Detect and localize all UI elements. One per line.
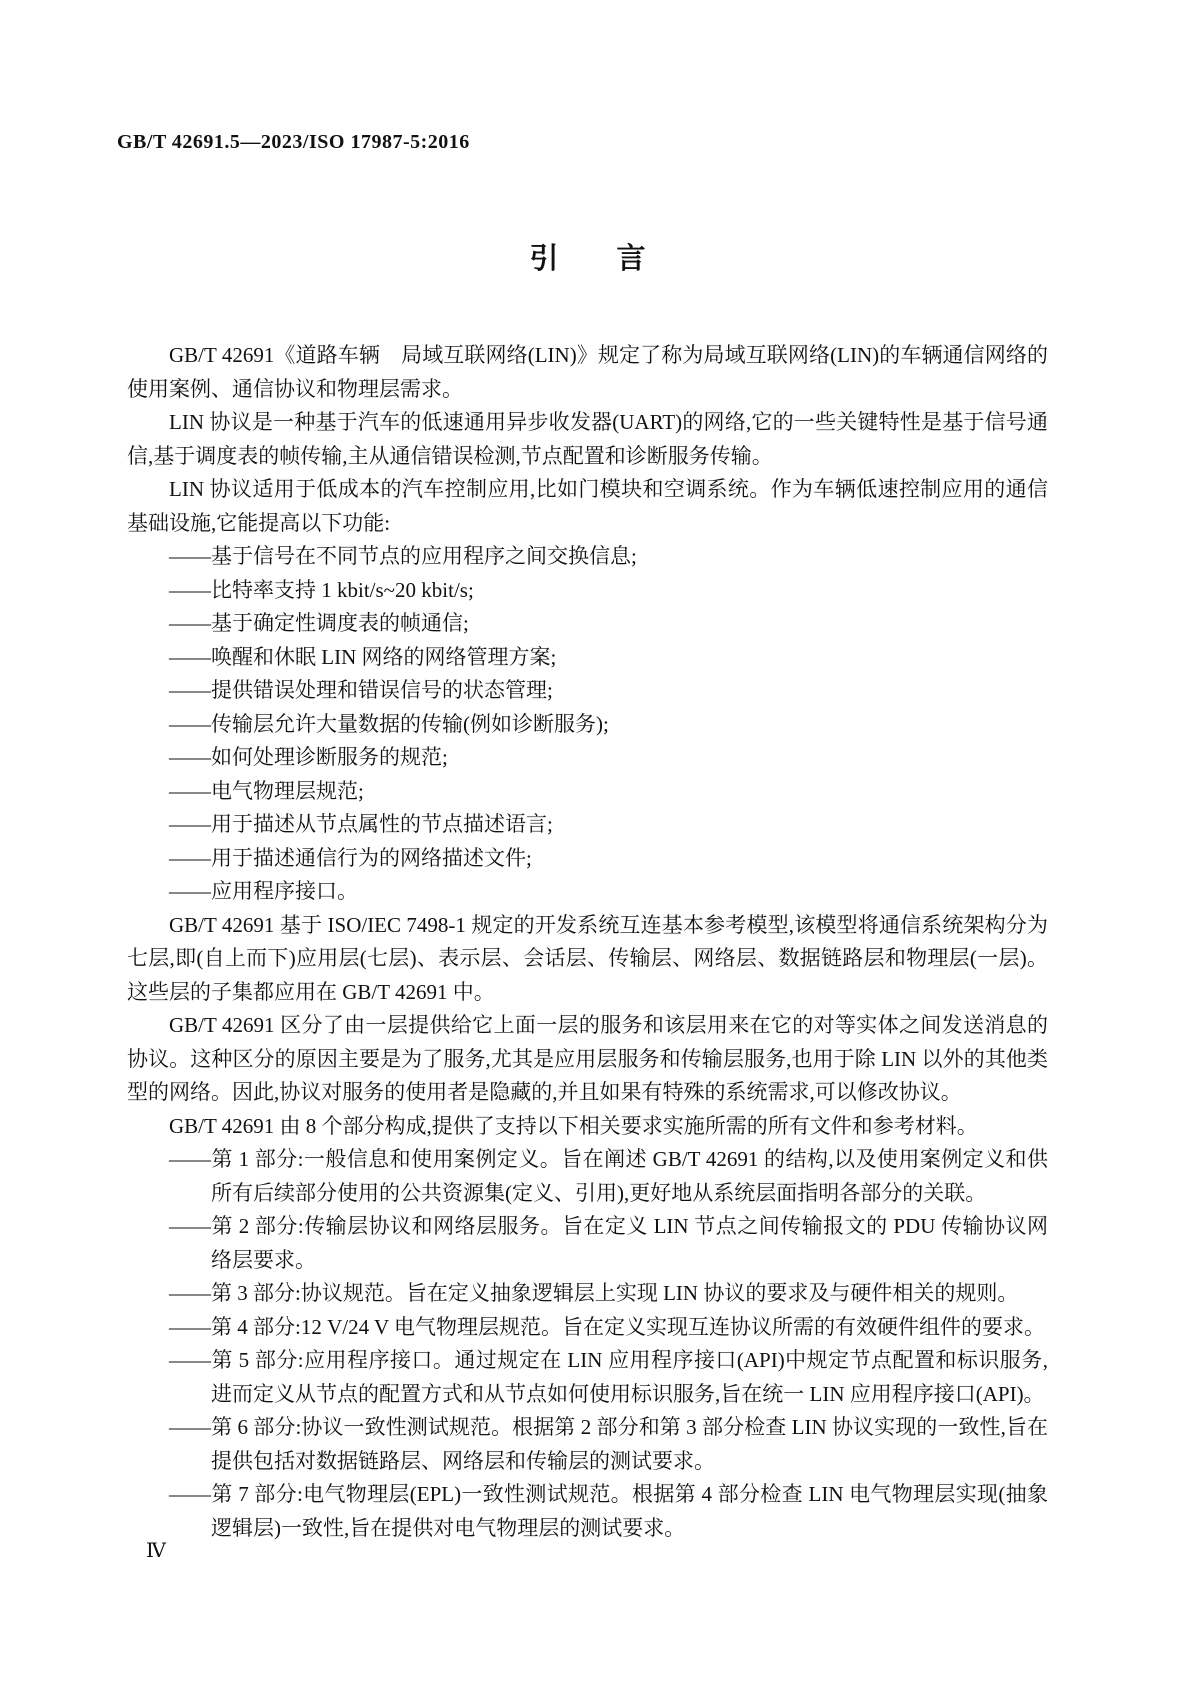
- paragraph: LIN 协议是一种基于汽车的低速通用异步收发器(UART)的网络,它的一些关键特性是基于信号通信,基于调度表的帧传输,主从通信错误检测,节点配置和诊断服务传输。: [127, 410, 1048, 468]
- document-body: [127, 339, 1048, 1545]
- dash-list-item: ——电气物理层规范;: [169, 778, 364, 803]
- dash-list-item: ——如何处理诊断服务的规范;: [169, 745, 448, 769]
- dash-list-item: ——第 1 部分:一般信息和使用案例定义。旨在阐述 GB/T 42691 的结构,以及使用案例定义和供所有后续部分使用的公共资源集(定义、引用),更好地从系统层面指明各部分的关联。: [169, 1147, 1048, 1205]
- paragraph: LIN 协议适用于低成本的汽车控制应用,比如门模块和空调系统。作为车辆低速控制应用的通信基础设施,它能提高以下功能:: [127, 477, 1048, 535]
- dash-list-item: ——提供错误处理和错误信号的状态管理;: [169, 678, 553, 702]
- dash-list-item: ——基于信号在不同节点的应用程序之间交换信息;: [169, 544, 637, 568]
- dash-list-item: ——第 6 部分:协议一致性测试规范。根据第 2 部分和第 3 部分检查 LIN 协议实现的一致性,旨在提供包括对数据链路层、网络层和传输层的测试要求。: [169, 1415, 1048, 1473]
- dash-list-item: ——用于描述从节点属性的节点描述语言;: [169, 812, 553, 836]
- paragraph: GB/T 42691 基于 ISO/IEC 7498-1 规定的开发系统互连基本参考模型,该模型将通信系统架构分为七层,即(自上而下)应用层(七层)、表示层、会话层、传输层、网络层、数据链路层和物理层(一层)。这些层的子集都应用在 GB/T 42691 中。: [127, 912, 1048, 1004]
- dash-list-item: ——第 2 部分:传输层协议和网络层服务。旨在定义 LIN 节点之间传输报文的 PDU 传输协议网络层要求。: [169, 1214, 1048, 1272]
- dash-list-item: ——传输层允许大量数据的传输(例如诊断服务);: [169, 711, 609, 736]
- dash-list-item: ——唤醒和休眠 LIN 网络的网络管理方案;: [169, 644, 557, 669]
- standard-number: GB/T 42691.5—2023/ISO 17987-5:2016: [117, 131, 470, 153]
- dash-list-item: ——应用程序接口。: [169, 879, 358, 903]
- dash-list-item: ——第 3 部分:协议规范。旨在定义抽象逻辑层上实现 LIN 协议的要求及与硬件相关的规则。: [169, 1281, 1019, 1305]
- page-number: Ⅳ: [146, 1540, 166, 1562]
- dash-list-item: ——第 5 部分:应用程序接口。通过规定在 LIN 应用程序接口(API)中规定节点配置和标识服务,进而定义从节点的配置方式和从节点如何使用标识服务,旨在统一 LIN 应用程序接口(API)。: [169, 1348, 1048, 1406]
- dash-list-item: ——第 4 部分:12 V/24 V 电气物理层规范。旨在定义实现互连协议所需的有效硬件组件的要求。: [169, 1314, 1045, 1339]
- page-title: 引 言: [529, 243, 646, 275]
- dash-list-item: ——基于确定性调度表的帧通信;: [169, 611, 469, 635]
- dash-list-item: ——用于描述通信行为的网络描述文件;: [169, 845, 532, 870]
- dash-list-item: ——第 7 部分:电气物理层(EPL)一致性测试规范。根据第 4 部分检查 LIN 电气物理层实现(抽象逻辑层)一致性,旨在提供对电气物理层的测试要求。: [169, 1482, 1048, 1540]
- paragraph: GB/T 42691 区分了由一层提供给它上面一层的服务和该层用来在它的对等实体之间发送消息的协议。这种区分的原因主要是为了服务,尤其是应用层服务和传输层服务,也用于除 LIN 以外的其他类型的网络。因此,协议对服务的使用者是隐藏的,并且如果有特殊的系统需求,可以修改协议。: [127, 1013, 1048, 1104]
- paragraph: GB/T 42691《道路车辆 局域互联网络(LIN)》规定了称为局域互联网络(LIN)的车辆通信网络的使用案例、通信协议和物理层需求。: [127, 343, 1048, 401]
- dash-list-item: ——比特率支持 1 kbit/s~20 kbit/s;: [169, 577, 474, 602]
- paragraph: GB/T 42691 由 8 个部分构成,提供了支持以下相关要求实施所需的所有文件和参考材料。: [169, 1113, 978, 1138]
